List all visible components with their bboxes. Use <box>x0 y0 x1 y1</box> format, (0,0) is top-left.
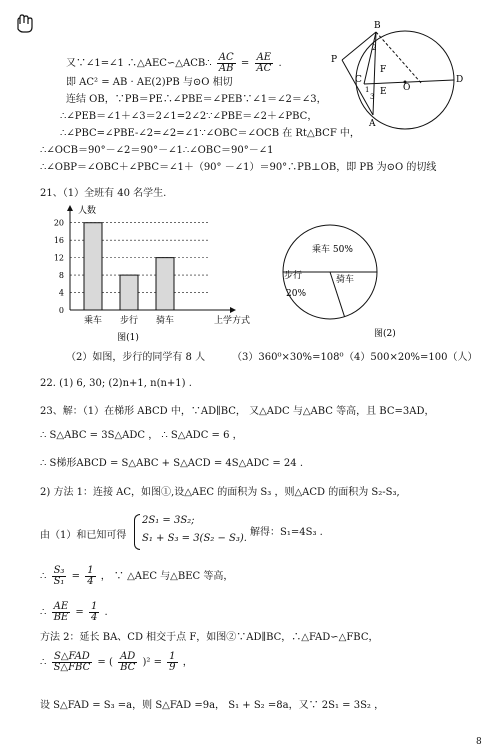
fraction: $\frac{1}{4}$ <box>87 565 94 587</box>
y-tick-label: 20 <box>53 218 64 228</box>
fraction: $\frac{\text{S₃}}{\text{S₁}}$ <box>53 565 65 587</box>
x-tick-label: 骑车 <box>155 316 175 326</box>
label-3: 3 <box>370 93 375 101</box>
label-B: B <box>374 21 381 31</box>
bar <box>156 258 174 310</box>
x-tick-label: 步行 <box>119 316 139 326</box>
pie-chart <box>280 220 400 345</box>
text-line-4: ∴∠PEB＝∠1＋∠3＝2∠1=2∠2∵∠PBE＝∠2＋∠PBC， <box>60 111 318 122</box>
label-D: D <box>456 75 464 85</box>
q23-line-a: ∴ S△ABC = 3S△ADC ， ∴ S△ADC = 6 ， <box>40 430 243 441</box>
label-P: P <box>331 55 338 65</box>
q23-line-h: ∴ $\frac{AE}{BE}$ = $\frac{1}{4}$ . <box>40 601 108 623</box>
text-line-2: 即 AC² = AB · AE(2)PB 与⊙O 相切 <box>66 77 233 88</box>
equation-brace <box>134 514 140 550</box>
q23-line-j: ∴ $\frac{\text{S△FAD}}{\text{S△FBC}}$ = ( $\frac{AD}{BC}$ )² = $\frac{1}{9}$ ， <box>40 651 193 673</box>
x-axis-label: 上学方式 <box>214 316 251 326</box>
fraction: $\frac{AE}{AC}$ <box>256 52 272 74</box>
q23-line-c: 2) 方法 1：连接 AC，如图①,设△AEC 的面积为 S₃ ，则△ACD 的面积为 S₂-S₃, <box>40 487 400 498</box>
fraction: $\frac{AE}{BE}$ <box>53 601 69 623</box>
y-tick-label: 0 <box>58 306 64 315</box>
equation-1: 2S₁ = 3S₂; <box>142 515 195 526</box>
pie-label-bike: 骑车 <box>336 275 355 285</box>
q23-line-b: ∴ S梯形ABCD = S△ABC + S△ACD = 4S△ADC = 24 . <box>40 458 304 469</box>
pie-label-walk-pct: 20% <box>286 289 307 299</box>
q23-heading: 23、解：（1）在梯形 ABCD 中，∵AD∥BC， 又△ADC 与△ABC 等高，且 BC=3AD， <box>40 406 435 417</box>
text-line-1: 又∵∠1=∠1 ∴△AEC∽△ACB∴ $\frac{AC}{AB}$ = $\frac{AE}{AC}$ . <box>66 52 282 74</box>
text-line-6: ∴∠OCB＝90°－∠2＝90°－∠1∴∠OBC＝90°－∠1 <box>40 145 274 156</box>
bar-chart <box>40 200 251 348</box>
y-arrow <box>67 205 73 211</box>
fraction: $\frac{1}{9}$ <box>169 651 176 673</box>
label-1: 1 <box>365 86 370 94</box>
y-axis-label: 人数 <box>78 206 97 216</box>
text-line-3: 连结 OB，∵PB＝PE∴∠PBE＝∠PEB∵∠1＝∠2＝∠3， <box>66 94 327 105</box>
q23-line-g: ∴ $\frac{\text{S₃}}{\text{S₁}}$ = $\frac{1}{4}$ ， ∵ △AEC 与△BEC 等高， <box>40 565 234 587</box>
q23-line-k: 设 S△FAD = S₃ =a，则 S△FAD =9a， S₁ + S₂ =8a，又∵ 2S₁ = 3S₂ ， <box>40 700 385 711</box>
bar <box>120 275 138 310</box>
equation-2: S₁ + S₃ = 3(S₂ − S₃). <box>142 533 247 544</box>
x-tick-label: 乘车 <box>83 316 103 326</box>
hand-pointer-icon <box>14 14 36 34</box>
y-tick-label: 16 <box>53 236 64 246</box>
label-E: E <box>380 87 387 97</box>
chart-caption: 图(2) <box>374 329 396 339</box>
label-2: 2 <box>372 44 377 52</box>
fraction: $\frac{AD}{BC}$ <box>120 651 136 673</box>
y-tick-label: 12 <box>53 253 64 263</box>
q21-heading: 21、（1）全班有 40 名学生. <box>40 188 167 199</box>
text-line-7: ∴∠OBP＝∠OBC＋∠PBC＝∠1＋（90° －∠1）＝90°∴PB⊥OB，即 PB 为⊙O 的切线 <box>40 162 437 173</box>
q21-part4: （4）500×20%=100（人） <box>344 352 478 363</box>
q23-line-i: 方法 2：延长 BA、CD 相交于点 F，如图②∵AD∥BC，∴△FAD∽△FBC， <box>40 632 379 643</box>
q21-part2: （2）如图，步行的同学有 8 人 <box>66 352 206 363</box>
bar <box>84 223 102 310</box>
fraction: $\frac{AC}{AB}$ <box>218 52 234 74</box>
q23-line-d: 由（1）和已知可得 <box>40 530 127 541</box>
fraction: $\frac{1}{4}$ <box>90 601 98 623</box>
label-C: C <box>355 75 362 85</box>
page-number: 8 <box>476 737 482 747</box>
pie-label-walk: 步行 <box>284 271 303 281</box>
y-tick-label: 4 <box>58 288 64 298</box>
q21-part3: （3）360⁰×30%=108⁰ <box>232 352 344 363</box>
pie-label-bus: 乘车 50% <box>312 245 353 255</box>
label-O: O <box>403 83 411 93</box>
label-F: F <box>380 65 387 75</box>
q22-answer: 22. (1) 6, 30; (2)n+1, n(n+1) . <box>40 378 192 389</box>
fraction: $\frac{\text{S△FAD}}{\text{S△FBC}}$ <box>53 651 91 673</box>
text-line-5: ∴∠PBC=∠PBE-∠2=∠2=∠1∵∠OBC＝∠OCB 在 Rt△BCF 中， <box>60 128 360 139</box>
label-A: A <box>369 119 376 129</box>
chart-caption: 图(1) <box>117 333 139 343</box>
x-arrow <box>230 307 236 313</box>
y-tick-label: 8 <box>58 271 64 281</box>
q23-solve: 解得：S₁=4S₃ . <box>250 527 323 538</box>
